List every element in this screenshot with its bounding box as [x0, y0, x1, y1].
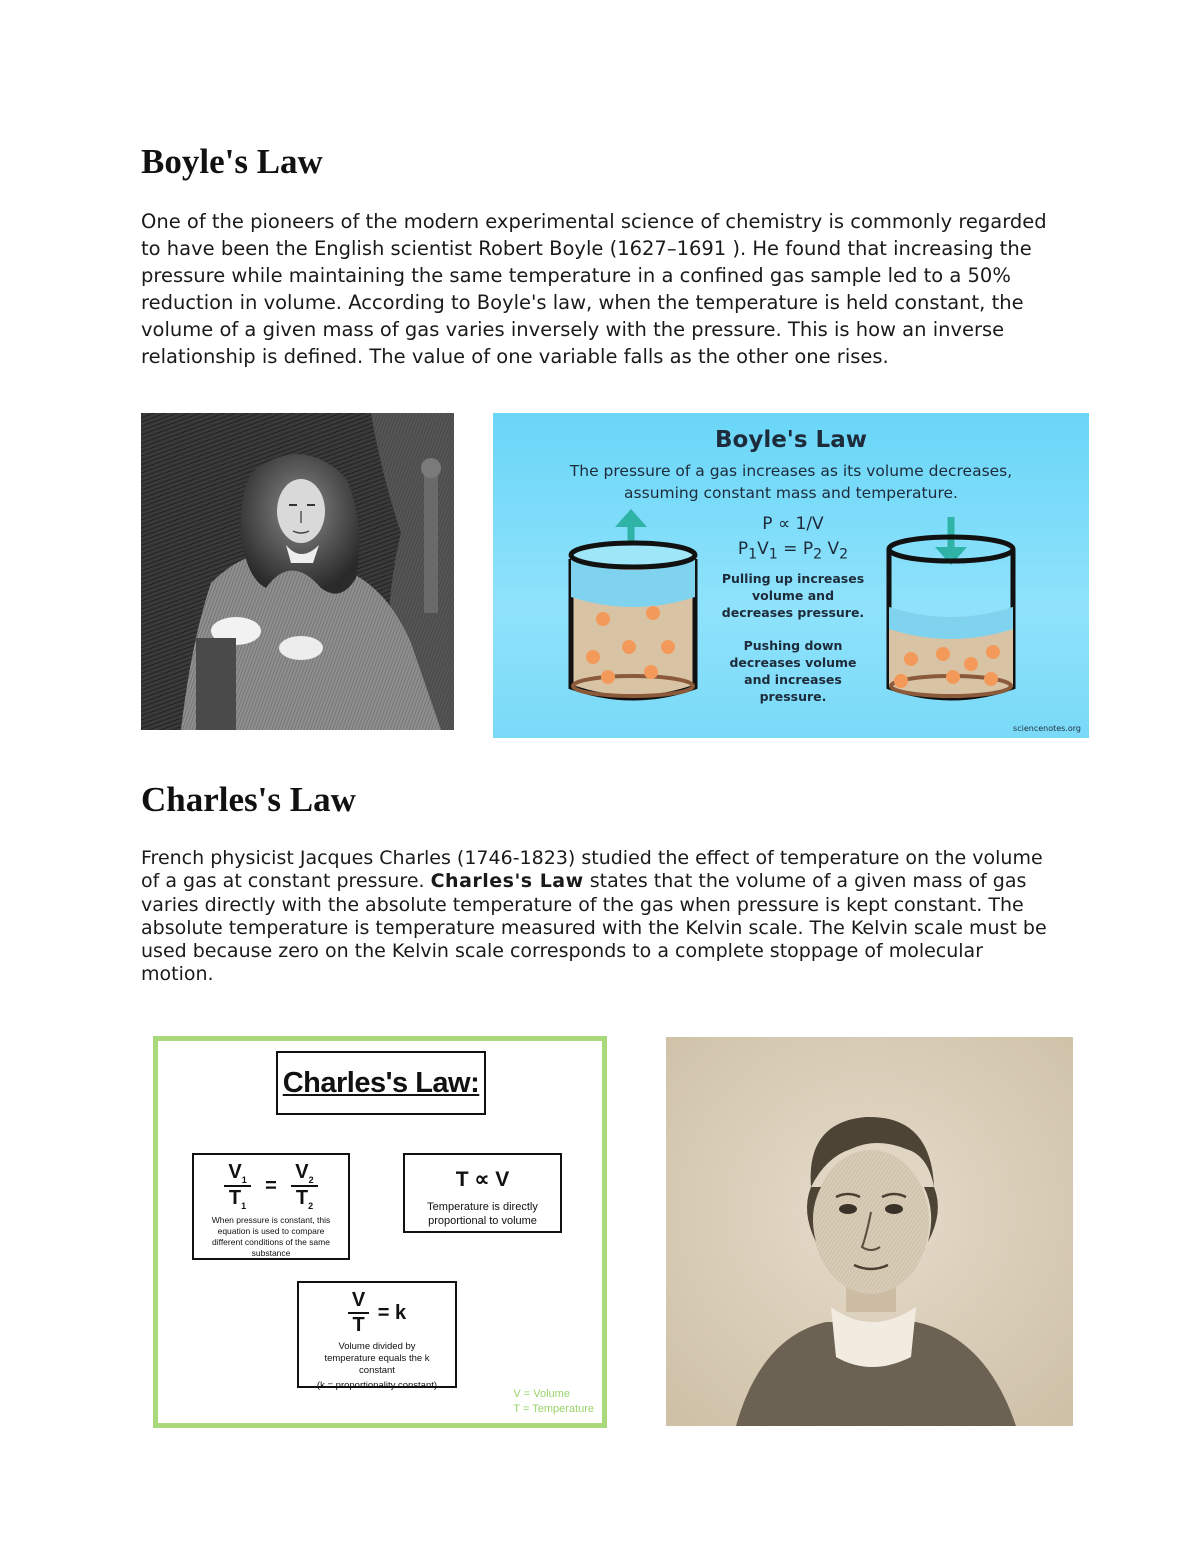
cylinder-left-diagram	[563, 509, 703, 709]
jacques-charles-portrait	[666, 1037, 1073, 1426]
variable-legend: V = Volume T = Temperature	[513, 1388, 594, 1415]
formula-box-proportional: T ∝ V Temperature is directly proportional to volume	[403, 1153, 562, 1233]
equation-proportional: P ∝ 1/V	[762, 514, 824, 534]
charles-heading: Charles's Law	[141, 780, 356, 819]
equation-p1v1-p2v2: $P_1V_1 = P_2$ $V_2$	[737, 539, 849, 563]
robert-boyle-portrait	[141, 413, 454, 730]
formula-box-ratio: $\frac{V_1}{T_1}$ = $\frac{V_2}{T_2}$ When pressure is constant, this equation is used to compare different conditions of the same substance	[192, 1153, 350, 1260]
note-pulling-up: Pulling up increases volume and decreases pressure.	[721, 571, 865, 620]
infographic-source: sciencenotes.org	[1013, 724, 1081, 733]
note-pushing-down: Pushing down decreases volume and increases pressure.	[729, 638, 857, 704]
boyle-heading: Boyle's Law	[141, 142, 323, 181]
formula-box-constant: $\frac{V}{T}$ = k Volume divided by temperature equals the k constant (k = proportionality constant)	[297, 1281, 457, 1388]
boyle-law-infographic	[493, 413, 1089, 738]
charles-title-box: Charles's Law:	[276, 1051, 486, 1115]
charles-paragraph: French physicist Jacques Charles (1746-1823) studied the effect of temperature on the volume of a gas at constant pressure. Charles's Law states that the volume of a given mass of gas varies directly with the absolute temperature of the gas when pressure is kept constant. The absolute temperature is temperature measured with the Kelvin scale. The Kelvin scale must be used because zero on the Kelvin scale corresponds to a complete stoppage of molecular motion.	[141, 847, 1047, 986]
charles-law-infographic	[153, 1036, 607, 1428]
cylinder-right-diagram	[881, 509, 1021, 709]
boyle-paragraph: One of the pioneers of the modern experimental science of chemistry is commonly regarded to have been the English scientist Robert Boyle (1627–1691 ). He found that increasing the pressure while maintaining the same temperature in a confined gas sample led to a 50% reduction in volume. According to Boyle's law, when the temperature is held constant, the volume of a given mass of gas varies inversely with the pressure. This is how an inverse relationship is defined. The value of one variable falls as the other one rises.	[141, 210, 1047, 368]
infographic-subtitle: The pressure of a gas increases as its volume decreases, assuming constant mass and temperature.	[569, 462, 1013, 502]
infographic-title: Boyle's Law	[715, 427, 867, 453]
